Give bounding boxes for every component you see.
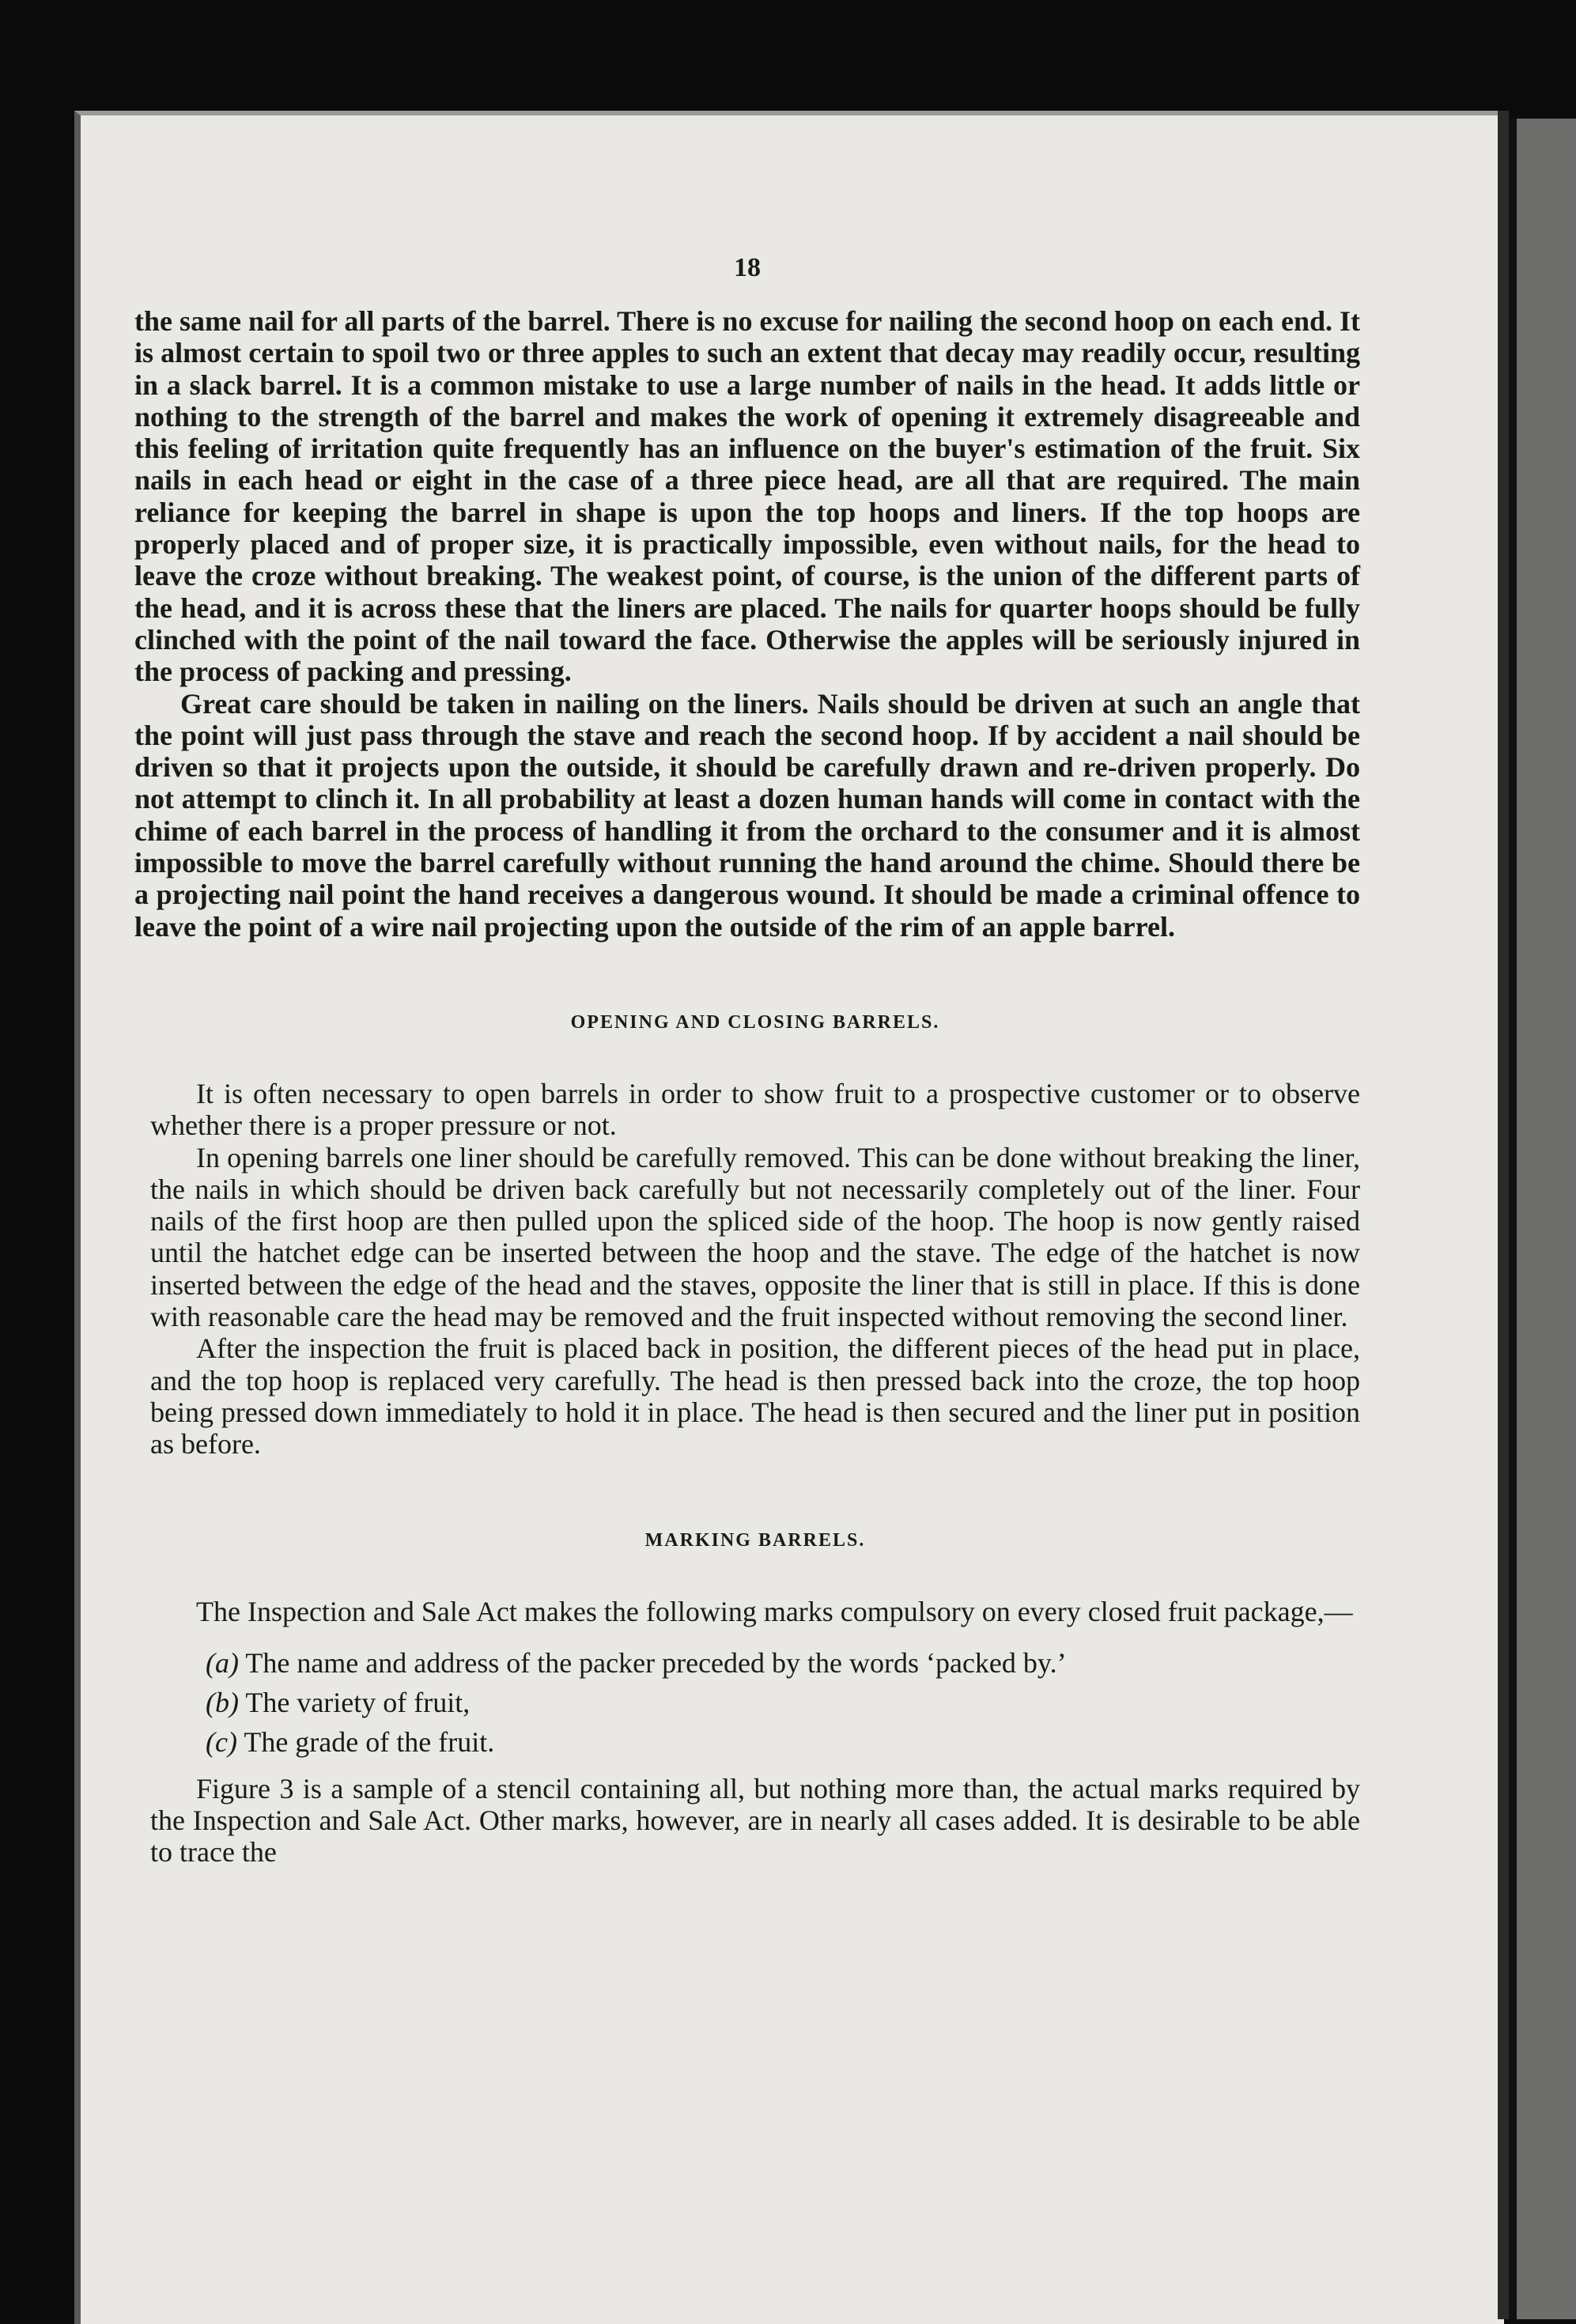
- paragraph-opening-2: In opening barrels one liner should be carefully removed. This can be done without breaking the liner, the nails in which should be driven back carefully but not necessarily completely out of the liner. Four nails of the first hoop are then pulled upon the spliced side of the hoop. The hoop is now gently raised until the hatchet edge can be inserted between the hoop and the stave. The edge of the hatchet is now inserted between the edge of the head and the staves, opposite the liner that is still in place. If this is done with reasonable care the head may be removed and the fruit inspected without removing the second liner.: [150, 1141, 1360, 1333]
- paragraph-marking-closing: Figure 3 is a sample of a stencil containing all, but nothing more than, the actual marks required by the Inspection and Sale Act. Other marks, however, are in nearly all cases added. It is desirable to be able to trace the: [150, 1772, 1360, 1869]
- page-content: [134, 142, 1360, 1869]
- list-item-text: The name and address of the packer preceded by the words ‘packed by.’: [245, 1646, 1067, 1679]
- paragraph-opening-3: After the inspection the fruit is placed back in position, the different pieces of the head put in place, and the top hoop is replaced very carefully. The head is then pressed back into the croze, the top hoop being pressed down immediately to hold it in place. The head is then secured and the liner put in position as before.: [150, 1332, 1360, 1461]
- page-number: 18: [734, 253, 761, 282]
- paragraph-marking-intro: The Inspection and Sale Act makes the following marks compulsory on every closed fruit package,—: [196, 1595, 1353, 1627]
- list-item-label: (c): [206, 1725, 237, 1758]
- section-heading-marking: MARKING BARRELS.: [644, 1529, 866, 1551]
- list-item-label: (a): [206, 1646, 239, 1679]
- required-marks-list: [206, 1643, 1360, 1762]
- section-marking: [150, 1530, 1360, 1869]
- paragraph-liners: Great care should be taken in nailing on the liners. Nails should be driven at such an angle that the point will just pass through the stave and reach the second hoop. If by accident a nail should be driven so that it projects upon the outside, it should be carefully drawn and re-driven properly. Do not attempt to clinch it. In all probability at least a dozen human hands will come in contact with the chime of each barrel in the process of handling it from the orchard to the consumer and it is almost impossible to move the barrel carefully without running the hand around the chime. Should there be a projecting nail point the hand receives a dangerous wound. It should be made a criminal offence to leave the point of a wire nail projecting upon the outside of the rim of an apple barrel.: [134, 687, 1360, 943]
- list-item: [206, 1683, 1360, 1722]
- section-heading-opening: OPENING AND CLOSING BARRELS.: [570, 1011, 940, 1033]
- next-page-edge: [1509, 119, 1576, 2319]
- page-edge-shadow: [1498, 111, 1509, 2319]
- paragraph-nailing: the same nail for all parts of the barrel. There is no excuse for nailing the second hoop on each end. It is almost certain to spoil two or three apples to such an extent that decay may readily occur, resulting in a slack barrel. It is a common mistake to use a large number of nails in the head. It adds little or nothing to the strength of the barrel and makes the work of opening it extremely disagreeable and this feeling of irritation quite frequently has an influence on the buyer's estimation of the fruit. Six nails in each head or eight in the case of a three piece head, are all that are required. The main reliance for keeping the barrel in shape is upon the top hoops and liners. If the top hoops are properly placed and of proper size, it is practically impossible, even without nails, for the head to leave the croze without breaking. The weakest point, of course, is the union of the different parts of the head, and it is across these that the liners are placed. The nails for quarter hoops should be fully clinched with the point of the nail toward the face. Otherwise the apples will be seriously injured in the process of packing and pressing.: [134, 305, 1360, 688]
- section-opening-closing: [150, 1012, 1360, 1461]
- list-item: [206, 1722, 1360, 1762]
- list-item-text: The grade of the fruit.: [244, 1725, 495, 1758]
- paragraph-opening-1: It is often necessary to open barrels in order to show fruit to a prospective customer or to observe whether there is a proper pressure or not.: [150, 1077, 1360, 1142]
- list-item-label: (b): [206, 1686, 239, 1718]
- list-item: [206, 1643, 1360, 1683]
- list-item-text: The variety of fruit,: [245, 1686, 471, 1718]
